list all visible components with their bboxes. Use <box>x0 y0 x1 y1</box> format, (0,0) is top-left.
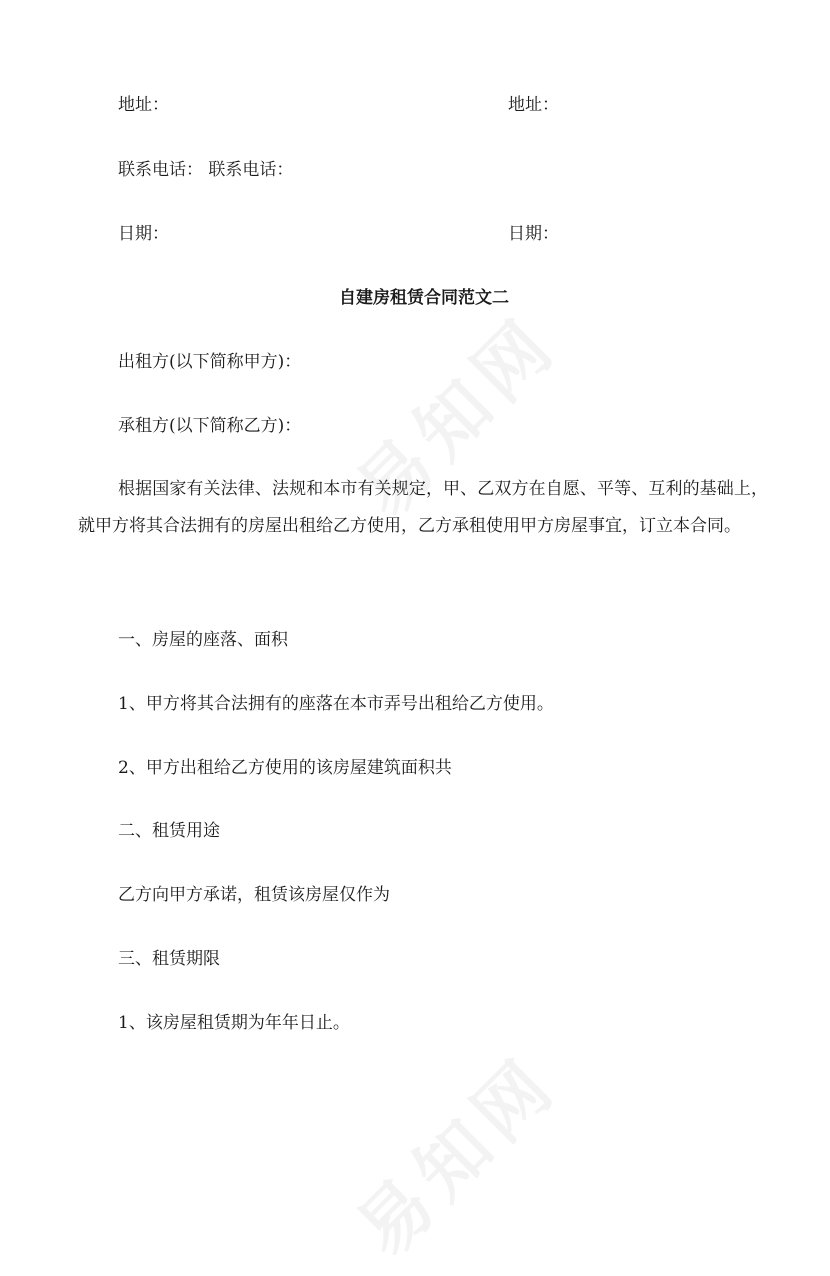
section1-item1: 1、甲方将其合法拥有的座落在本市弄号出租给乙方使用。 <box>118 694 554 714</box>
section2-text: 乙方向甲方承诺，租赁该房屋仅作为 <box>118 885 390 905</box>
section1-item2: 2、甲方出租给乙方使用的该房屋建筑面积共 <box>118 758 452 778</box>
lessor-line: 出租方(以下简称甲方)： <box>118 352 302 372</box>
section1-heading: 一、房屋的座落、面积 <box>118 630 288 650</box>
section3-item1: 1、该房屋租赁期为年年日止。 <box>118 1013 350 1033</box>
section2-heading: 二、租赁用途 <box>118 821 220 841</box>
watermark-bottom <box>329 1028 576 1275</box>
intro-paragraph: 根据国家有关法律、法规和本市有关规定，甲、乙双方在自愿、平等、互利的基础上，就甲方将其合法拥有的房屋出租给乙方使用，乙方承租使用甲方房屋事宜，订立本合同。 <box>78 479 768 536</box>
date-right-label: 日期： <box>508 224 559 244</box>
document-title: 自建房租赁合同范文二 <box>339 288 509 308</box>
address-right-label: 地址： <box>508 95 559 115</box>
address-left-label: 地址： <box>118 95 169 115</box>
section3-heading: 三、租赁期限 <box>118 949 220 969</box>
date-left-label: 日期： <box>118 224 169 244</box>
phone-labels: 联系电话： 联系电话： <box>118 160 294 180</box>
lessee-line: 承租方(以下简称乙方)： <box>118 416 302 436</box>
